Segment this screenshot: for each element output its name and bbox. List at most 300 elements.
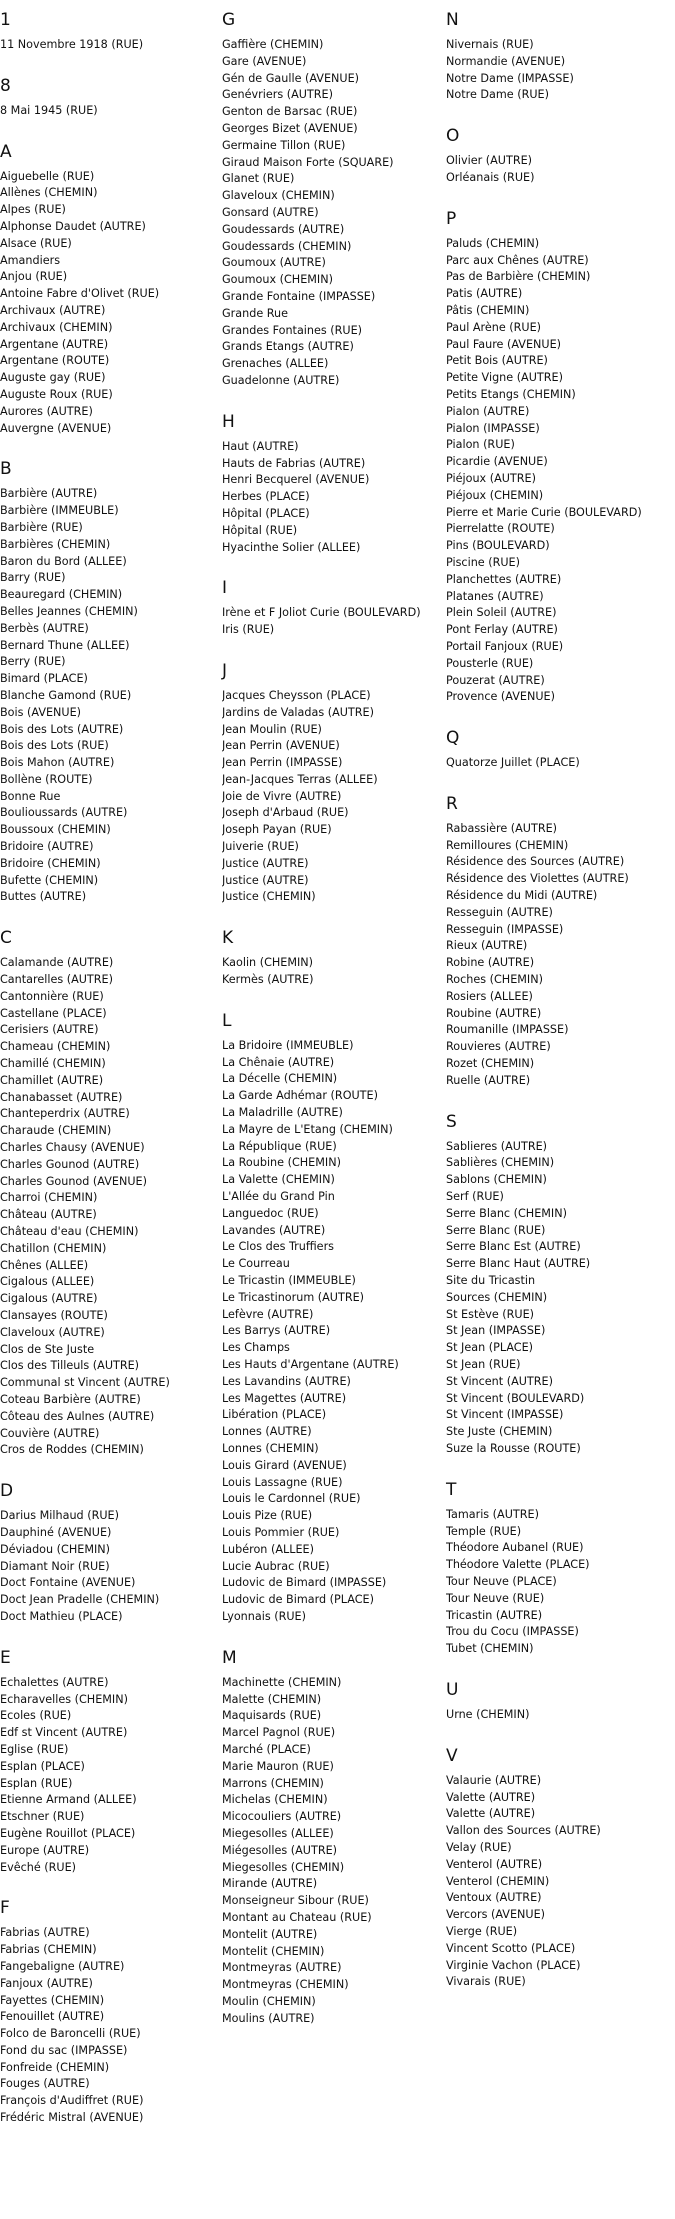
street-name: Fangebaligne (AUTRE) xyxy=(0,1959,125,1973)
street-name: La République (RUE) xyxy=(222,1139,337,1153)
street-name: Remilloures (CHEMIN) xyxy=(446,838,569,852)
street-name: Giraud Maison Forte (SQUARE) xyxy=(222,155,394,169)
street-list xyxy=(446,153,668,187)
street-name: Portail Fanjoux (RUE) xyxy=(446,639,564,653)
street-name: Vercors (AVENUE) xyxy=(446,1908,546,1922)
street-name: Fonfreide (CHEMIN) xyxy=(0,2060,110,2074)
street-name: Virginie Vachon (PLACE) xyxy=(446,1958,581,1972)
street-name: Piéjoux (CHEMIN) xyxy=(446,488,544,502)
street-name: Diamant Noir (RUE) xyxy=(0,1559,110,1573)
street-name: Coteau Barbière (AUTRE) xyxy=(0,1392,141,1406)
street-name: Piéjoux (AUTRE) xyxy=(446,471,536,485)
street-name: St Jean (IMPASSE) xyxy=(446,1324,546,1338)
street-name: Venterol (AUTRE) xyxy=(446,1857,543,1871)
street-name: Berry (RUE) xyxy=(0,655,66,669)
street-name: Malette (CHEMIN) xyxy=(222,1692,322,1706)
section-letter-heading: T xyxy=(446,1479,457,1500)
street-name: Château d'eau (CHEMIN) xyxy=(0,1225,139,1239)
street-name: Libération (PLACE) xyxy=(222,1408,327,1422)
section-letter-heading: K xyxy=(222,928,234,949)
street-name: Jacques Cheysson (PLACE) xyxy=(222,688,371,702)
street-name: Lavandes (AUTRE) xyxy=(222,1223,326,1237)
street-name: Montant au Chateau (RUE) xyxy=(222,1910,372,1924)
street-name: Résidence du Midi (AUTRE) xyxy=(446,889,598,903)
section-letter-heading: R xyxy=(446,793,458,814)
street-name: Grande Rue xyxy=(222,306,288,320)
street-name: Archivaux (CHEMIN) xyxy=(0,320,113,334)
street-name: Iris (RUE) xyxy=(222,623,275,637)
street-name: Serre Blanc Haut (AUTRE) xyxy=(446,1257,591,1271)
letter-section xyxy=(0,1897,222,2127)
street-name: Site du Tricastin xyxy=(446,1274,536,1288)
street-name: Serf (RUE) xyxy=(446,1190,504,1204)
street-name: Louis Lassagne (RUE) xyxy=(222,1475,343,1489)
street-name: Les Champs xyxy=(222,1341,290,1355)
street-name: Lyonnais (RUE) xyxy=(222,1609,306,1623)
section-letter-heading: 8 xyxy=(0,75,11,96)
street-name: Justice (AUTRE) xyxy=(222,856,309,870)
street-name: Hôpital (RUE) xyxy=(222,523,298,537)
street-name: Amandiers xyxy=(0,253,61,267)
street-name: Aiguebelle (RUE) xyxy=(0,169,95,183)
street-name: Bridoire (AUTRE) xyxy=(0,840,94,854)
street-name: La Bridoire (IMMEUBLE) xyxy=(222,1038,354,1052)
street-name: Pas de Barbière (CHEMIN) xyxy=(446,270,591,284)
section-letter-heading: J xyxy=(222,660,228,681)
street-name: Mirande (AUTRE) xyxy=(222,1877,318,1891)
street-name: Notre Dame (RUE) xyxy=(446,88,549,102)
street-name: Valaurie (AUTRE) xyxy=(446,1773,542,1787)
street-name: Pins (BOULEVARD) xyxy=(446,539,550,553)
street-name: Dauphiné (AVENUE) xyxy=(0,1525,112,1539)
street-name: Cantarelles (AUTRE) xyxy=(0,973,113,987)
street-name: Argentane (AUTRE) xyxy=(0,337,109,351)
street-name: Europe (AUTRE) xyxy=(0,1843,90,1857)
street-name: Kaolin (CHEMIN) xyxy=(222,956,314,970)
street-name: 8 Mai 1945 (RUE) xyxy=(0,103,98,117)
street-name: Le Courreau xyxy=(222,1257,290,1271)
street-name: Patis (AUTRE) xyxy=(446,287,523,301)
street-name: Chatillon (CHEMIN) xyxy=(0,1241,107,1255)
street-name: Argentane (ROUTE) xyxy=(0,354,110,368)
street-name: Joseph Payan (RUE) xyxy=(222,823,332,837)
street-name: Rosiers (ALLEE) xyxy=(446,989,533,1003)
street-name: Baron du Bord (ALLEE) xyxy=(0,554,127,568)
street-name: Doct Fontaine (AVENUE) xyxy=(0,1576,136,1590)
street-name: Fanjoux (AUTRE) xyxy=(0,1976,93,1990)
street-name: Resseguin (IMPASSE) xyxy=(446,922,564,936)
street-name: François d'Audiffret (RUE) xyxy=(0,2094,144,2108)
street-name: Guadelonne (AUTRE) xyxy=(222,373,340,387)
street-name: Auguste Roux (RUE) xyxy=(0,387,113,401)
street-name: Auguste gay (RUE) xyxy=(0,371,106,385)
street-name: Miégesolles (AUTRE) xyxy=(222,1843,338,1857)
street-list xyxy=(0,37,222,54)
street-name: Montelit (AUTRE) xyxy=(222,1927,318,1941)
street-name: Le Tricastin (IMMEUBLE) xyxy=(222,1274,356,1288)
letter-section xyxy=(0,1647,222,1877)
street-name: Communal st Vincent (AUTRE) xyxy=(0,1376,170,1390)
street-name: Pialon (IMPASSE) xyxy=(446,421,540,435)
street-name: Urne (CHEMIN) xyxy=(446,1707,530,1721)
index-column xyxy=(0,0,222,2127)
street-name: Cigalous (AUTRE) xyxy=(0,1292,98,1306)
street-name: L'Allée du Grand Pin xyxy=(222,1190,335,1204)
street-name: St Vincent (IMPASSE) xyxy=(446,1408,564,1422)
street-name: Bois Mahon (AUTRE) xyxy=(0,756,115,770)
street-name: Orléanais (RUE) xyxy=(446,170,535,184)
street-name: Grandes Fontaines (RUE) xyxy=(222,323,363,337)
street-name: Doct Mathieu (PLACE) xyxy=(0,1609,123,1623)
letter-section xyxy=(0,141,222,438)
street-name: Juiverie (RUE) xyxy=(222,840,299,854)
street-list xyxy=(0,486,222,906)
street-name: St Jean (PLACE) xyxy=(446,1341,534,1355)
letter-section xyxy=(222,411,444,557)
street-name: Montmeyras (CHEMIN) xyxy=(222,1978,349,1992)
street-list xyxy=(446,1773,668,1991)
street-name: Sablons (CHEMIN) xyxy=(446,1173,547,1187)
street-name: Gaffière (CHEMIN) xyxy=(222,38,324,51)
street-name: Pialon (RUE) xyxy=(446,438,515,452)
street-name: Paul Faure (AVENUE) xyxy=(446,337,562,351)
street-name: Résidence des Sources (AUTRE) xyxy=(446,855,625,869)
street-name: Chamillet (AUTRE) xyxy=(0,1073,104,1087)
street-name: Evêché (RUE) xyxy=(0,1860,77,1874)
street-name: Boussoux (CHEMIN) xyxy=(0,823,111,837)
section-letter-heading: L xyxy=(222,1010,232,1031)
street-name: Côteau des Aulnes (AUTRE) xyxy=(0,1409,155,1423)
street-name: Goumoux (CHEMIN) xyxy=(222,273,333,287)
street-name: Genévriers (AUTRE) xyxy=(222,88,333,102)
letter-section xyxy=(446,727,668,772)
street-name: Georges Bizet (AVENUE) xyxy=(222,121,358,135)
street-name: Ruelle (AUTRE) xyxy=(446,1073,531,1087)
street-name: Louis Girard (AVENUE) xyxy=(222,1458,347,1472)
street-name: Fayettes (CHEMIN) xyxy=(0,1993,105,2007)
street-name: Jardins de Valadas (AUTRE) xyxy=(222,705,374,719)
street-name: Couvière (AUTRE) xyxy=(0,1426,100,1440)
street-list xyxy=(222,439,444,557)
section-letter-heading: 1 xyxy=(0,10,11,30)
street-name: Bernard Thune (ALLEE) xyxy=(0,638,130,652)
street-name: Louis le Cardonnel (RUE) xyxy=(222,1492,361,1506)
street-name: Venterol (CHEMIN) xyxy=(446,1874,550,1888)
street-name: Chênes (ALLEE) xyxy=(0,1258,89,1272)
street-name: Bollène (ROUTE) xyxy=(0,772,93,786)
street-name: Lefèvre (AUTRE) xyxy=(222,1307,314,1321)
letter-section xyxy=(222,577,444,639)
street-name: Marché (PLACE) xyxy=(222,1742,311,1756)
street-name: Irène et F Joliot Curie (BOULEVARD) xyxy=(222,606,421,620)
street-name: Pont Ferlay (AUTRE) xyxy=(446,623,558,637)
street-list xyxy=(446,1139,668,1458)
section-letter-heading: G xyxy=(222,10,236,30)
street-list xyxy=(446,236,668,706)
street-name: Genton de Barsac (RUE) xyxy=(222,105,358,119)
street-name: Languedoc (RUE) xyxy=(222,1206,319,1220)
street-name: Maquisards (RUE) xyxy=(222,1709,322,1723)
street-name: Lonnes (CHEMIN) xyxy=(222,1441,319,1455)
street-name: Herbes (PLACE) xyxy=(222,490,310,504)
section-letter-heading: Q xyxy=(446,728,460,749)
street-list xyxy=(0,955,222,1459)
street-name: La Décelle (CHEMIN) xyxy=(222,1072,338,1086)
street-name: Paul Arène (RUE) xyxy=(446,320,542,334)
street-name: Fabrias (AUTRE) xyxy=(0,1926,90,1940)
street-name: Fond du sac (IMPASSE) xyxy=(0,2043,128,2057)
street-name: Bimard (PLACE) xyxy=(0,672,88,686)
street-name: La Maladrille (AUTRE) xyxy=(222,1106,343,1120)
street-name: Machinette (CHEMIN) xyxy=(222,1675,342,1689)
street-name: Germaine Tillon (RUE) xyxy=(222,138,346,152)
street-name: Aurores (AUTRE) xyxy=(0,404,93,418)
letter-section xyxy=(0,458,222,906)
street-name: Roches (CHEMIN) xyxy=(446,973,543,987)
street-name: Tour Neuve (RUE) xyxy=(446,1591,545,1605)
street-name: La Mayre de L'Etang (CHEMIN) xyxy=(222,1122,393,1136)
street-name: Blanche Gamond (RUE) xyxy=(0,688,132,702)
street-name: Resseguin (AUTRE) xyxy=(446,905,553,919)
letter-section xyxy=(0,9,222,54)
street-name: Grenaches (ALLEE) xyxy=(222,357,329,371)
section-letter-heading: S xyxy=(446,1111,457,1132)
street-name: Hauts de Fabrias (AUTRE) xyxy=(222,456,366,470)
street-name: Cros de Roddes (CHEMIN) xyxy=(0,1443,144,1457)
street-name: Rozet (CHEMIN) xyxy=(446,1057,535,1071)
street-name: Roubine (AUTRE) xyxy=(446,1006,542,1020)
street-name: Bufette (CHEMIN) xyxy=(0,873,99,887)
street-name: La Garde Adhémar (ROUTE) xyxy=(222,1089,378,1103)
street-name: Claveloux (AUTRE) xyxy=(0,1325,105,1339)
section-letter-heading: D xyxy=(0,1481,14,1502)
letter-section xyxy=(0,1480,222,1626)
street-name: St Vincent (AUTRE) xyxy=(446,1374,553,1388)
letter-section xyxy=(446,1111,668,1458)
street-name: Robine (AUTRE) xyxy=(446,956,535,970)
street-name: Picardie (AVENUE) xyxy=(446,455,548,469)
street-name: Ste Juste (CHEMIN) xyxy=(446,1425,553,1439)
street-name: Bois des Lots (RUE) xyxy=(0,739,109,753)
street-name: Grande Fontaine (IMPASSE) xyxy=(222,289,376,303)
street-name: Château (AUTRE) xyxy=(0,1208,97,1222)
street-name: Beauregard (CHEMIN) xyxy=(0,588,123,602)
street-name: Joie de Vivre (AUTRE) xyxy=(222,789,342,803)
street-name: Justice (AUTRE) xyxy=(222,873,309,887)
street-name: Ecoles (RUE) xyxy=(0,1709,72,1723)
street-name: Miegesolles (ALLEE) xyxy=(222,1826,334,1840)
street-name: Monseigneur Sibour (RUE) xyxy=(222,1894,369,1908)
street-name: Petit Bois (AUTRE) xyxy=(446,354,548,368)
section-letter-heading: M xyxy=(222,1647,237,1668)
street-name: Bridoire (CHEMIN) xyxy=(0,856,101,870)
street-name: Bois (AVENUE) xyxy=(0,705,82,719)
street-name: Pâtis (CHEMIN) xyxy=(446,303,530,317)
street-name: Sablières (CHEMIN) xyxy=(446,1156,555,1170)
street-name: Nivernais (RUE) xyxy=(446,38,534,51)
street-name: Jean Perrin (IMPASSE) xyxy=(222,756,343,770)
street-name: La Valette (CHEMIN) xyxy=(222,1173,335,1187)
street-name: Echalettes (AUTRE) xyxy=(0,1675,109,1689)
street-name: Esplan (PLACE) xyxy=(0,1759,85,1773)
street-name: Les Lavandins (AUTRE) xyxy=(222,1374,351,1388)
street-name: La Chênaie (AUTRE) xyxy=(222,1055,335,1069)
street-name: Bois des Lots (AUTRE) xyxy=(0,722,124,736)
street-list xyxy=(222,605,444,639)
street-list xyxy=(0,169,222,438)
street-name: Hôpital (PLACE) xyxy=(222,506,310,520)
street-name: Belles Jeannes (CHEMIN) xyxy=(0,604,138,618)
street-name: Platanes (AUTRE) xyxy=(446,589,544,603)
street-name: Jean-Jacques Terras (ALLEE) xyxy=(222,772,378,786)
street-name: St Jean (RUE) xyxy=(446,1358,521,1371)
street-name: Charles Gounod (AUTRE) xyxy=(0,1157,140,1171)
street-name: Alphonse Daudet (AUTRE) xyxy=(0,219,146,233)
index-column xyxy=(222,0,444,2027)
street-name: Esplan (RUE) xyxy=(0,1776,73,1790)
letter-section xyxy=(222,927,444,989)
street-name: Résidence des Violettes (AUTRE) xyxy=(446,872,629,886)
street-name: Notre Dame (IMPASSE) xyxy=(446,71,574,85)
street-name: Ludovic de Bimard (PLACE) xyxy=(222,1593,374,1607)
street-name: Barbière (IMMEUBLE) xyxy=(0,504,119,518)
street-name: Etschner (RUE) xyxy=(0,1810,85,1824)
street-name: Ludovic de Bimard (IMPASSE) xyxy=(222,1576,387,1590)
street-name: Cantonnière (RUE) xyxy=(0,989,104,1003)
street-name: Théodore Aubanel (RUE) xyxy=(446,1541,584,1555)
street-name: Pialon (AUTRE) xyxy=(446,404,530,418)
street-name: Glanet (RUE) xyxy=(222,172,295,186)
street-name: Ventoux (AUTRE) xyxy=(446,1891,542,1905)
street-name: Auvergne (AVENUE) xyxy=(0,421,112,435)
letter-section xyxy=(0,927,222,1459)
street-name: Clos des Tilleuls (AUTRE) xyxy=(0,1359,140,1373)
section-letter-heading: F xyxy=(0,1898,10,1919)
street-list xyxy=(222,37,444,390)
street-name: Vincent Scotto (PLACE) xyxy=(446,1941,576,1955)
street-name: Cigalous (ALLEE) xyxy=(0,1275,95,1289)
street-name: Joseph d'Arbaud (RUE) xyxy=(222,806,349,820)
street-name: Chameau (CHEMIN) xyxy=(0,1040,111,1054)
street-name: Déviadou (CHEMIN) xyxy=(0,1542,111,1556)
street-name: Glaveloux (CHEMIN) xyxy=(222,189,335,203)
street-list xyxy=(446,1507,668,1658)
street-name: Tour Neuve (PLACE) xyxy=(446,1574,557,1588)
section-letter-heading: V xyxy=(446,1745,458,1766)
street-name: Vierge (RUE) xyxy=(446,1924,518,1938)
letter-section xyxy=(446,793,668,1090)
street-name: Gonsard (AUTRE) xyxy=(222,205,319,219)
street-name: Louis Pize (RUE) xyxy=(222,1509,313,1523)
street-name: Le Tricastinorum (AUTRE) xyxy=(222,1290,365,1304)
section-letter-heading: I xyxy=(222,578,228,599)
section-letter-heading: A xyxy=(0,141,12,162)
street-name: Miegesolles (CHEMIN) xyxy=(222,1860,345,1874)
street-name: Gén de Gaulle (AVENUE) xyxy=(222,71,360,85)
street-name: Moulins (AUTRE) xyxy=(222,2011,315,2025)
street-name: Les Hauts d'Argentane (AUTRE) xyxy=(222,1358,399,1371)
street-list xyxy=(446,1707,668,1724)
street-name: Etienne Armand (ALLEE) xyxy=(0,1793,137,1807)
street-name: Sablieres (AUTRE) xyxy=(446,1139,548,1153)
street-name: St Vincent (BOULEVARD) xyxy=(446,1391,585,1405)
street-name: Les Barrys (AUTRE) xyxy=(222,1324,331,1338)
street-name: Echaravelles (CHEMIN) xyxy=(0,1692,128,1706)
letter-section xyxy=(446,208,668,706)
street-name: Chamillé (CHEMIN) xyxy=(0,1057,106,1071)
street-name: Rabassière (AUTRE) xyxy=(446,821,558,835)
section-letter-heading: C xyxy=(0,928,12,949)
street-name: Plein Soleil (AUTRE) xyxy=(446,606,557,620)
street-name: Valette (AUTRE) xyxy=(446,1807,536,1821)
street-name: Tamaris (AUTRE) xyxy=(446,1507,539,1521)
street-name: Calamande (AUTRE) xyxy=(0,956,114,970)
street-name: Normandie (AVENUE) xyxy=(446,54,566,68)
street-list xyxy=(446,821,668,1090)
street-name: Doct Jean Pradelle (CHEMIN) xyxy=(0,1593,160,1607)
street-name: Barbière (RUE) xyxy=(0,520,83,534)
street-name: Jean Moulin (RUE) xyxy=(222,722,322,736)
street-name: Tricastin (AUTRE) xyxy=(446,1608,543,1622)
street-name: Berbès (AUTRE) xyxy=(0,621,89,635)
street-name: Lucie Aubrac (RUE) xyxy=(222,1559,330,1573)
letter-section xyxy=(446,125,668,187)
street-name: Folco de Baroncelli (RUE) xyxy=(0,2027,141,2041)
street-name: Barbière (AUTRE) xyxy=(0,487,98,501)
street-list xyxy=(0,1508,222,1626)
street-name: Chanteperdrix (AUTRE) xyxy=(0,1107,130,1121)
section-letter-heading: H xyxy=(222,411,235,432)
street-name: Archivaux (AUTRE) xyxy=(0,303,106,317)
street-name: Parc aux Chênes (AUTRE) xyxy=(446,253,589,267)
street-name: Pousterle (RUE) xyxy=(446,656,534,670)
street-name: Edf st Vincent (AUTRE) xyxy=(0,1726,128,1740)
street-list xyxy=(446,755,668,772)
letter-section xyxy=(222,9,444,390)
street-name: Grands Etangs (AUTRE) xyxy=(222,340,354,354)
street-name: Charles Gounod (AVENUE) xyxy=(0,1174,147,1188)
section-letter-heading: U xyxy=(446,1679,459,1700)
street-name: Temple (RUE) xyxy=(446,1524,522,1538)
street-name: Tubet (CHEMIN) xyxy=(446,1642,534,1656)
street-name: Marie Mauron (RUE) xyxy=(222,1759,334,1773)
street-list xyxy=(222,1675,444,2028)
street-name: Marcel Pagnol (RUE) xyxy=(222,1726,336,1740)
index-column xyxy=(446,0,668,1991)
street-name: Olivier (AUTRE) xyxy=(446,154,533,168)
street-name: Buttes (AUTRE) xyxy=(0,890,87,904)
street-name: Montmeyras (AUTRE) xyxy=(222,1961,342,1975)
street-name: Vivarais (RUE) xyxy=(446,1975,526,1989)
street-name: Goudessards (CHEMIN) xyxy=(222,239,352,253)
street-name: St Estève (RUE) xyxy=(446,1307,535,1321)
street-name: Valette (AUTRE) xyxy=(446,1790,536,1804)
street-name: Jean Perrin (AVENUE) xyxy=(222,739,340,753)
street-name: Serre Blanc (RUE) xyxy=(446,1223,546,1237)
street-name: Darius Milhaud (RUE) xyxy=(0,1509,119,1523)
street-name: Petits Etangs (CHEMIN) xyxy=(446,387,576,401)
street-name: Henri Becquerel (AVENUE) xyxy=(222,473,370,487)
street-name: Goudessards (AUTRE) xyxy=(222,222,345,236)
street-name: Trou du Cocu (IMPASSE) xyxy=(446,1625,579,1639)
street-name: Chanabasset (AUTRE) xyxy=(0,1090,123,1104)
letter-section xyxy=(222,660,444,906)
street-name: Moulin (CHEMIN) xyxy=(222,1994,316,2008)
street-name: Piscine (RUE) xyxy=(446,555,520,569)
street-name: Quatorze Juillet (PLACE) xyxy=(446,756,580,770)
street-name: Suze la Rousse (ROUTE) xyxy=(446,1441,581,1455)
street-name: Castellane (PLACE) xyxy=(0,1006,107,1020)
